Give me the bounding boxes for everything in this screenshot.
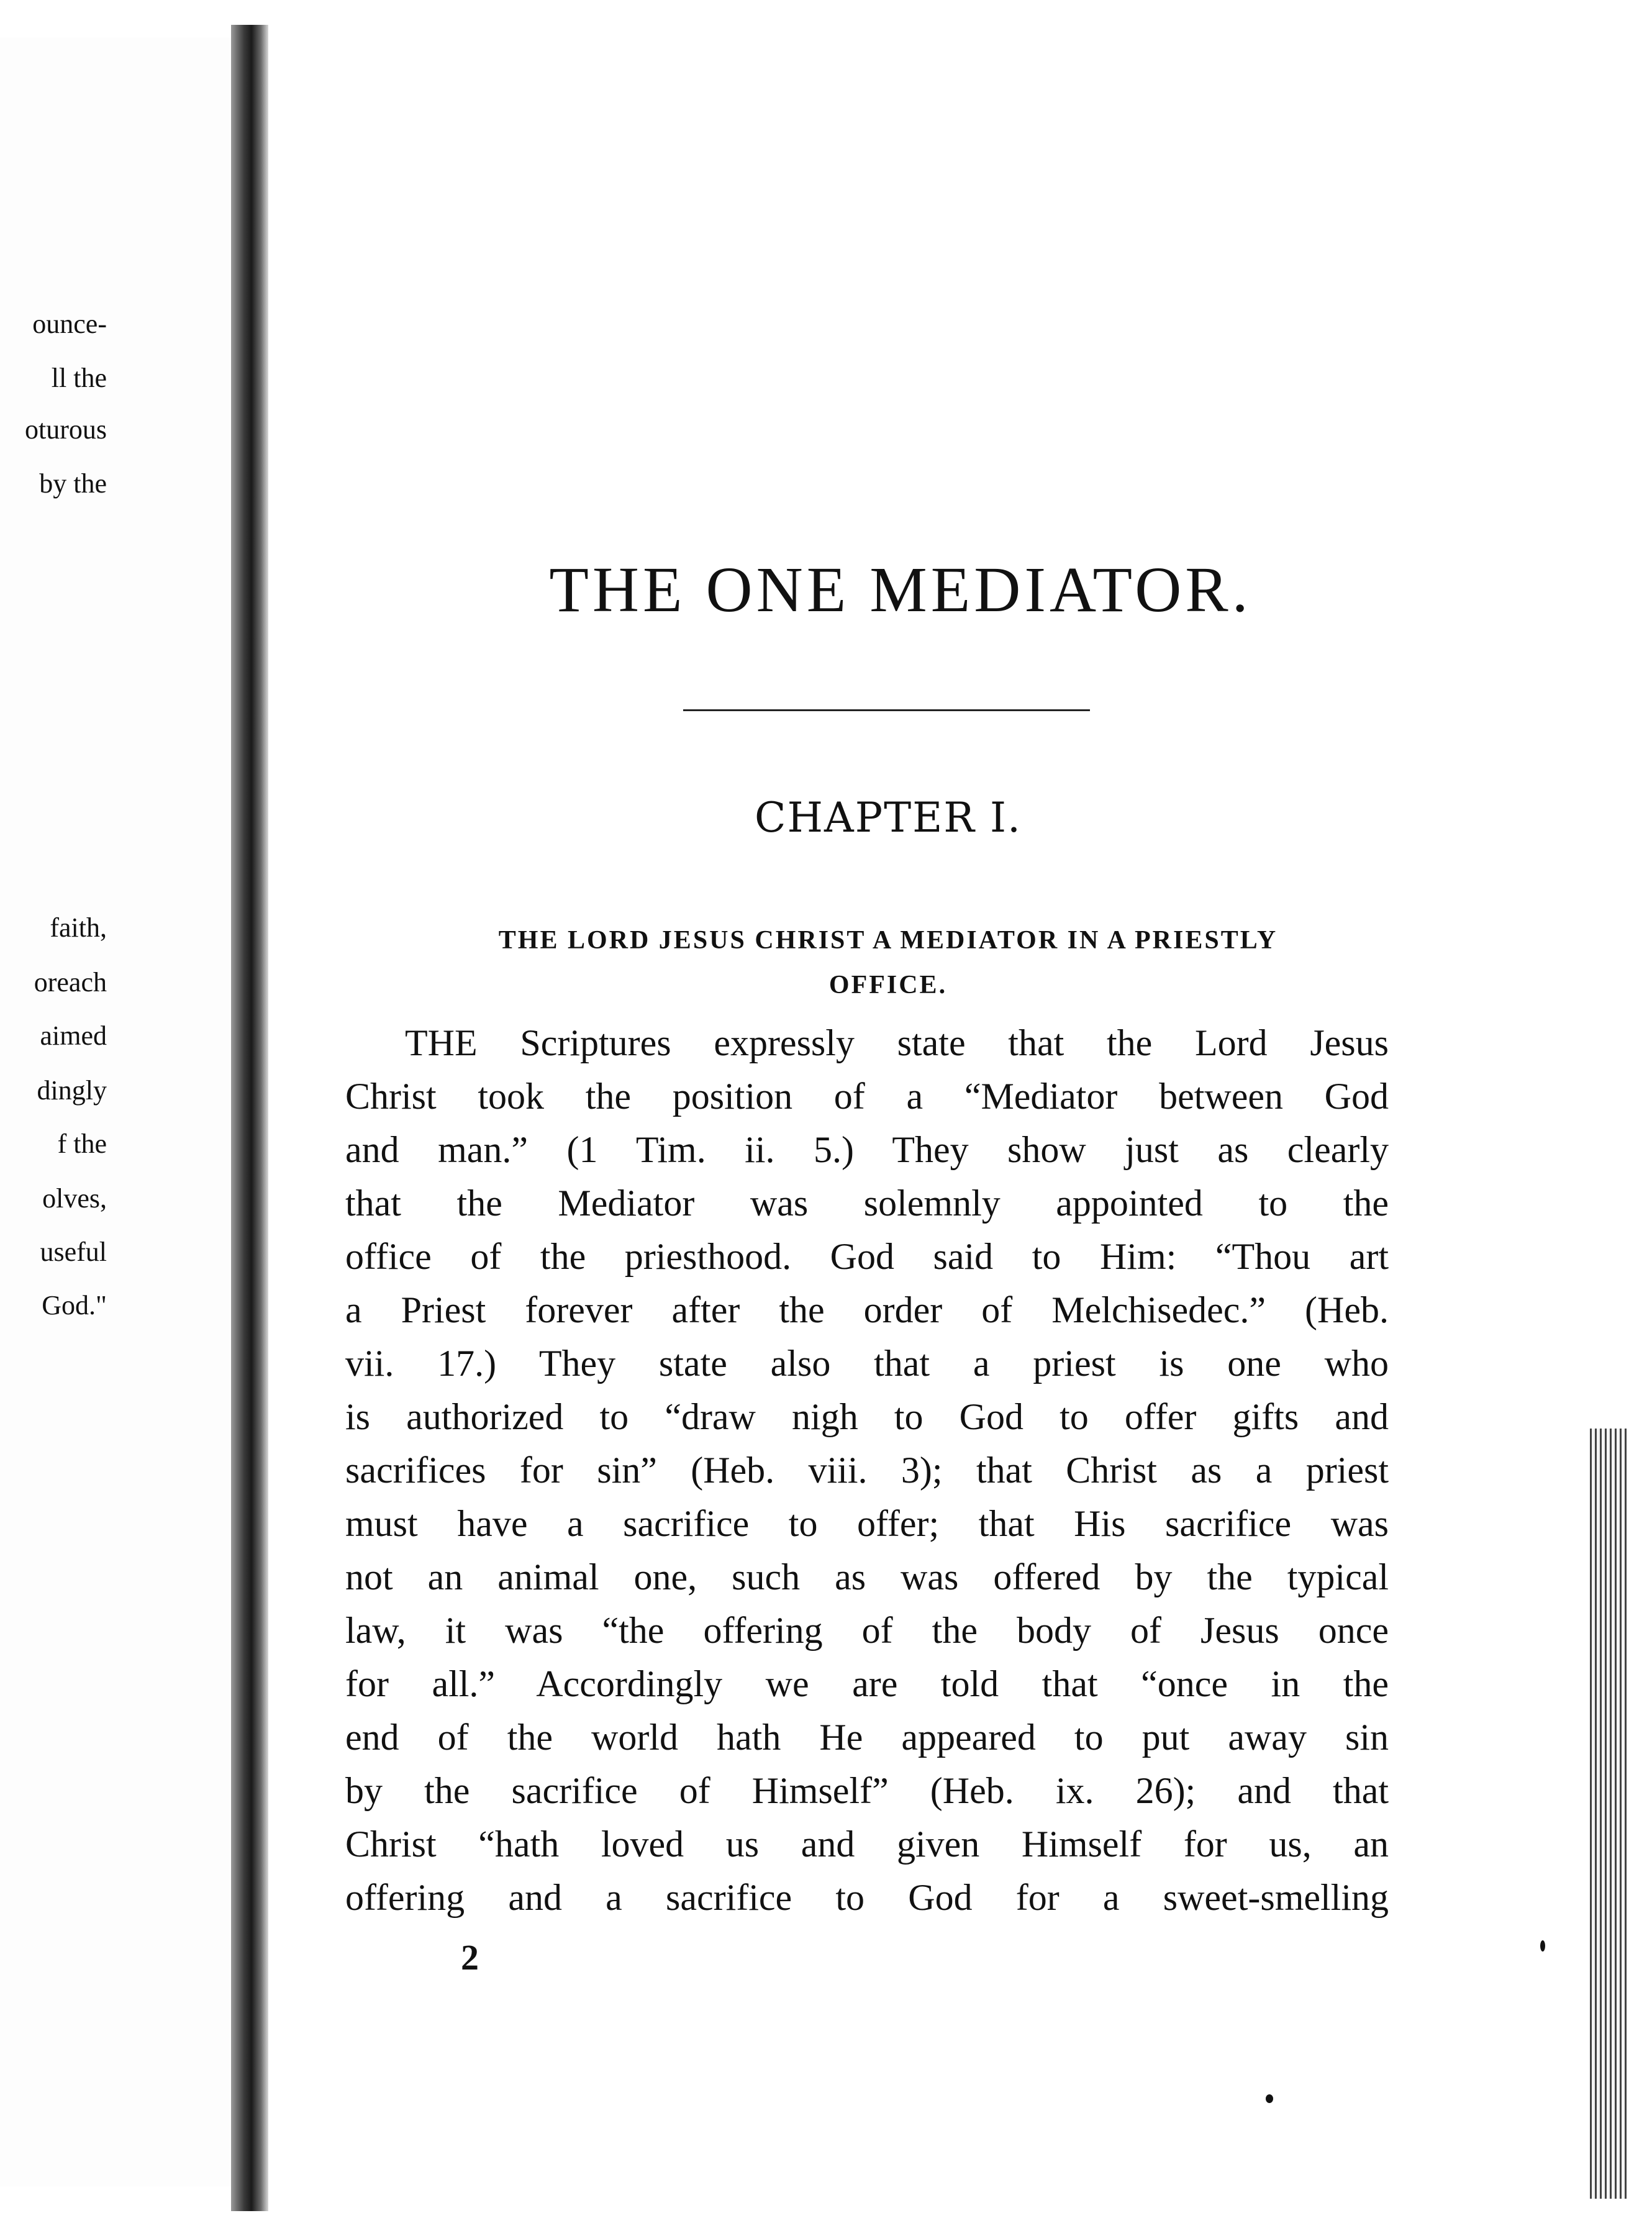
chapter-subtitle-line: THE LORD JESUS CHRIST A MEDIATOR IN A PRIESTLY	[498, 926, 1278, 955]
left-page-line: by the	[39, 468, 107, 499]
body-line: end of the world hath He appeared to put away sin	[345, 1717, 1389, 1758]
ink-speck	[1266, 2094, 1273, 2103]
body-line: is authorized to “draw nigh to God to offer gifts and	[345, 1396, 1389, 1437]
left-page-line: faith,	[50, 912, 107, 943]
body-line: and man.” (1 Tim. ii. 5.) They show just as clearly	[345, 1129, 1389, 1170]
left-page-line: olves,	[42, 1183, 107, 1214]
chapter-subtitle-line: OFFICE.	[828, 971, 948, 999]
left-page-line: f the	[57, 1129, 107, 1159]
body-line: office of the priesthood. God said to Him: “Thou art	[345, 1236, 1389, 1277]
body-line: must have a sacrifice to offer; that His sacrifice was	[345, 1503, 1389, 1544]
body-line: THE Scriptures expressly state that the Lord Jesus	[405, 1022, 1389, 1063]
body-line: sacrifices for sin” (Heb. viii. 3); that Christ as a priest	[345, 1450, 1389, 1491]
title-divider-rule	[683, 709, 1090, 711]
ink-speck	[1540, 1940, 1545, 1952]
left-page-line: God."	[42, 1290, 107, 1320]
body-paragraph	[345, 1016, 1389, 1924]
left-facing-page	[0, 37, 236, 2186]
left-page-line: oreach	[34, 967, 107, 997]
chapter-subtitle	[360, 918, 1416, 1007]
book-gutter-shadow	[231, 25, 268, 2211]
chapter-heading: CHAPTER I.	[754, 794, 1022, 842]
body-line: vii. 17.) They state also that a priest is one who	[345, 1343, 1389, 1384]
body-line: for all.” Accordingly we are told that “once in the	[345, 1663, 1389, 1704]
body-line: Christ took the position of a “Mediator between God	[345, 1076, 1389, 1117]
body-line: a Priest forever after the order of Melchisedec.” (Heb.	[345, 1289, 1389, 1330]
page-edges	[1590, 1429, 1627, 2199]
body-line: that the Mediator was solemnly appointed to the	[345, 1183, 1389, 1224]
left-page-line: oturous	[25, 414, 107, 445]
left-page-line: useful	[40, 1237, 107, 1267]
body-line: offering and a sacrifice to God for a sweet-smelling	[345, 1877, 1389, 1918]
left-page-line: dingly	[37, 1075, 107, 1106]
body-line: by the sacrifice of Himself” (Heb. ix. 26); and that	[345, 1770, 1389, 1811]
page-number: 2	[461, 1937, 479, 1978]
book-title: THE ONE MEDIATOR.	[549, 554, 1252, 625]
body-line: Christ “hath loved us and given Himself for us, an	[345, 1824, 1389, 1865]
body-line: law, it was “the offering of the body of Jesus once	[345, 1610, 1389, 1651]
left-page-line: ounce-	[32, 309, 107, 339]
body-line: not an animal one, such as was offered by the typical	[345, 1556, 1389, 1597]
left-page-line: aimed	[40, 1020, 107, 1051]
left-page-line: ll the	[51, 363, 107, 393]
